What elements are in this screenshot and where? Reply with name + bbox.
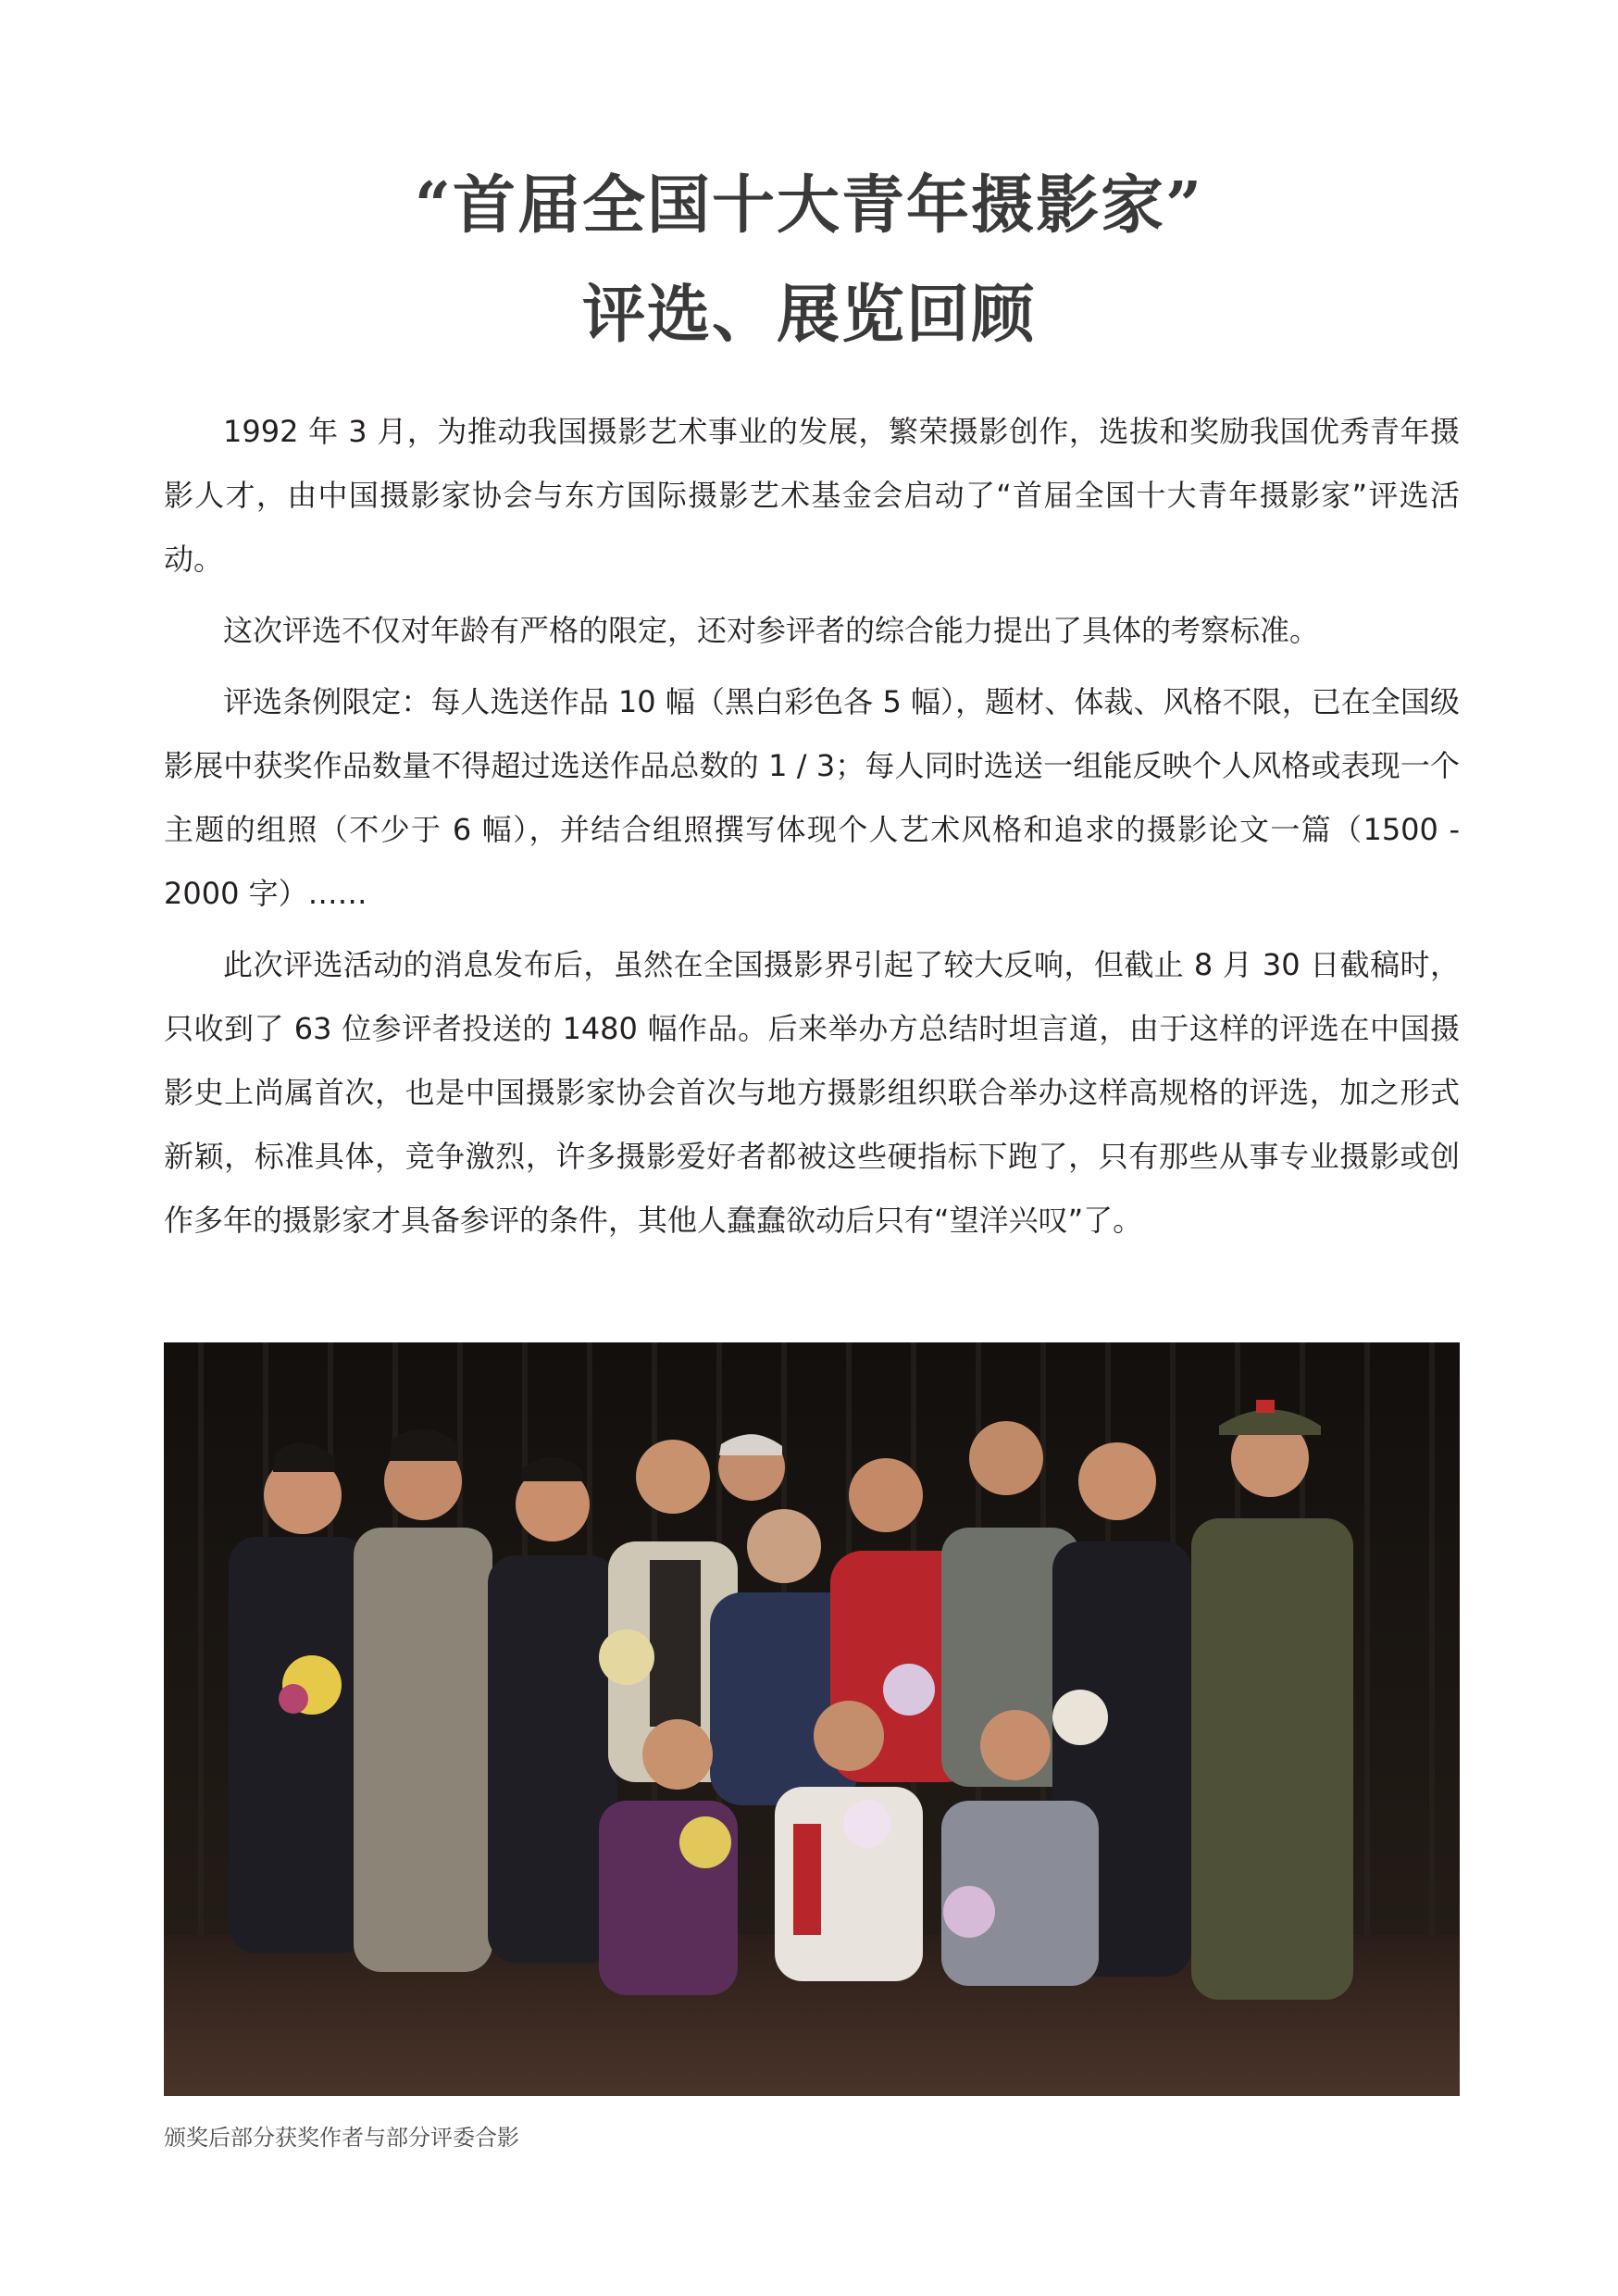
front-row-people bbox=[599, 1701, 1099, 1995]
article-body bbox=[164, 400, 1460, 1260]
paragraph-2: 这次评选不仅对年龄有严格的限定，还对参评者的综合能力提出了具体的考察标准。 bbox=[223, 613, 1320, 648]
paragraph-1: 1992 年 3 月，为推动我国摄影艺术事业的发展，繁荣摄影创作，选拔和奖励我国优秀青年摄影人才，由中国摄影家协会与东方国际摄影艺术基金会启动了“首届全国十大青年摄影家”评选活动。 bbox=[164, 414, 1460, 577]
photo-caption: 颁奖后部分获奖作者与部分评委合影 bbox=[164, 2125, 519, 2151]
group-photo bbox=[164, 1342, 1460, 2096]
paragraph-4: 此次评选活动的消息发布后，虽然在全国摄影界引起了较大反响，但截止 8 月 30 日截稿时，只收到了 63 位参评者投送的 1480 幅作品。后来举办方总结时坦言道，由于这样的评选在中国摄影史上尚属首次，也是中国摄影家协会首次与地方摄影组织联合举办这样高规格的评选，加之形式新颖，标准具体，竞争激烈，许多摄影爱好者都被这些硬指标下跑了，只有那些从事专业摄影或创作多年的摄影家才具备参评的条件，其他人蠢蠢欲动后只有“望洋兴叹”了。 bbox=[164, 947, 1460, 1238]
article-title-line-2: 评选、展览回顾 bbox=[581, 278, 1036, 352]
article-title-line-1: “首届全国十大青年摄影家” bbox=[414, 168, 1204, 243]
group-photo-illustration bbox=[164, 1342, 1460, 2096]
paragraph-3: 评选条例限定：每人选送作品 10 幅（黑白彩色各 5 幅），题材、体裁、风格不限，已在全国级影展中获奖作品数量不得超过选送作品总数的 1 / 3；每人同时选送一组能反映个人风格或表现一个主题的组照（不少于 6 幅），并结合组照撰写体现个人艺术风格和追求的摄影论文一篇（1500 - 2000 字）…… bbox=[164, 684, 1460, 911]
